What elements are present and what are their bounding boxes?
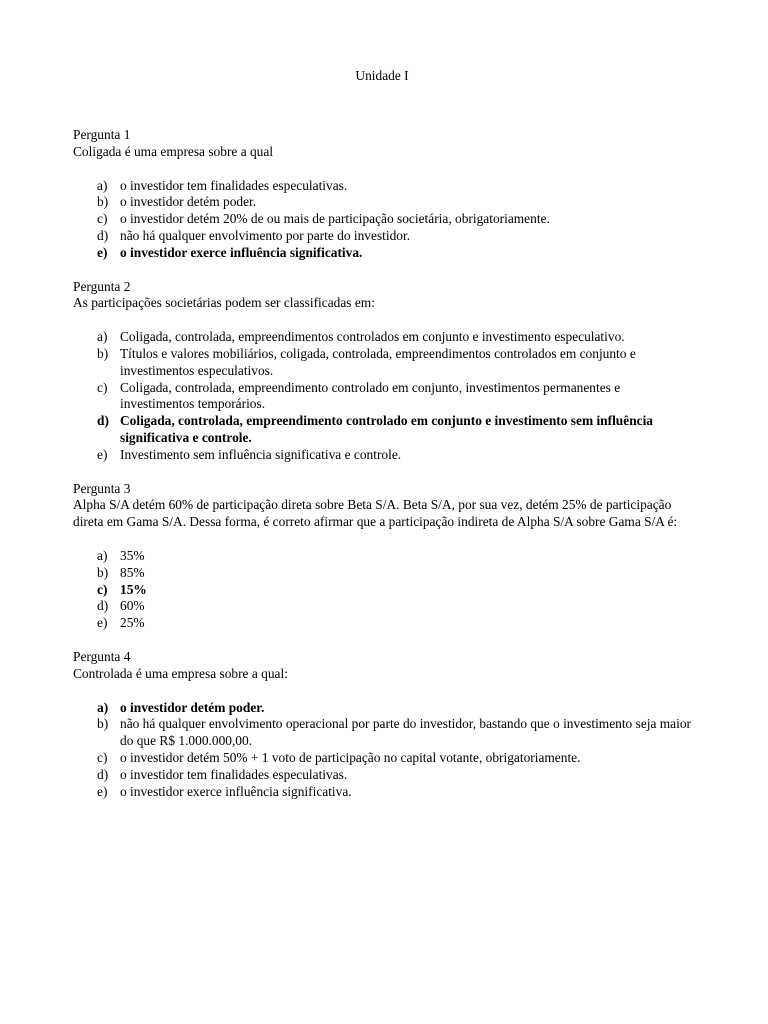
- option-text: o investidor detém 50% + 1 voto de participação no capital votante, obrigatoriamente.: [120, 749, 581, 765]
- option-item: [73, 784, 691, 801]
- option-text: Coligada, controlada, empreendimento controlado em conjunto, investimentos permanentes e investimentos temporários.: [120, 379, 621, 412]
- document-page: [73, 68, 691, 817]
- options-list: [73, 700, 691, 801]
- option-letter: e): [97, 615, 108, 631]
- option-text: 15%: [120, 581, 147, 597]
- option-text: o investidor exerce influência significativa.: [120, 783, 352, 799]
- option-text: Coligada, controlada, empreendimento controlado em conjunto e investimento sem influência significativa e controle.: [120, 413, 653, 445]
- option-item: [73, 178, 691, 195]
- option-item: [73, 716, 691, 750]
- option-text: 60%: [120, 598, 145, 614]
- question-label: Pergunta 1: [73, 127, 131, 142]
- option-letter: a): [97, 177, 108, 193]
- option-item: [73, 447, 691, 464]
- options-list: [73, 178, 691, 262]
- option-letter: d): [97, 598, 109, 614]
- option-letter: c): [97, 211, 108, 227]
- question-block: [73, 127, 691, 262]
- option-text: Investimento sem influência significativa e controle.: [120, 446, 402, 462]
- question-label: Pergunta 4: [73, 648, 131, 664]
- option-item: [73, 565, 691, 582]
- option-item: [73, 598, 691, 615]
- option-item: [73, 750, 691, 767]
- option-text: 35%: [120, 547, 145, 563]
- option-text: o investidor tem finalidades especulativas.: [120, 177, 348, 193]
- question-text: Coligada é uma empresa sobre a qual: [73, 143, 274, 159]
- question-label: Pergunta 2: [73, 278, 131, 294]
- option-text: o investidor detém 20% de ou mais de participação societária, obrigatoriamente.: [120, 211, 550, 227]
- options-list: [73, 329, 691, 463]
- option-item: [73, 615, 691, 632]
- option-letter: a): [97, 329, 108, 345]
- option-text: 85%: [120, 564, 145, 580]
- option-letter: c): [97, 749, 108, 765]
- page-title: Unidade I: [355, 68, 409, 83]
- option-letter: a): [97, 547, 108, 563]
- option-letter: e): [97, 446, 108, 462]
- option-text: o investidor detém poder.: [120, 194, 257, 210]
- option-letter: b): [97, 564, 109, 580]
- option-letter: e): [97, 244, 108, 260]
- option-letter: d): [97, 766, 109, 782]
- option-letter: b): [97, 194, 109, 210]
- question-text: As participações societárias podem ser classificadas em:: [73, 295, 375, 311]
- option-letter: b): [97, 716, 109, 732]
- option-text: Coligada, controlada, empreendimentos controlados em conjunto e investimento especulativo.: [120, 329, 625, 345]
- question-label: Pergunta 3: [73, 480, 131, 496]
- option-letter: c): [97, 581, 108, 597]
- question-text: Controlada é uma empresa sobre a qual:: [73, 665, 288, 681]
- questions-list: [73, 127, 691, 800]
- option-item: [73, 329, 691, 346]
- question-block: [73, 649, 691, 800]
- option-text: não há qualquer envolvimento operacional por parte do investidor, bastando que o investimento seja maior do que R$ 1.000.000,00.: [120, 716, 692, 749]
- option-letter: e): [97, 783, 108, 799]
- option-text: não há qualquer envolvimento por parte do investidor.: [120, 227, 411, 243]
- option-letter: a): [97, 699, 109, 715]
- option-item: [73, 211, 691, 228]
- option-text: Títulos e valores mobiliários, coligada, controlada, empreendimentos controlados em conjunto e investimentos especulativos.: [120, 345, 636, 378]
- option-item: [73, 228, 691, 245]
- option-letter: c): [97, 379, 108, 395]
- options-list: [73, 548, 691, 632]
- option-text: o investidor exerce influência significativa.: [120, 244, 363, 260]
- option-item-correct: [73, 413, 691, 447]
- option-text: o investidor detém poder.: [120, 699, 265, 715]
- option-item: [73, 194, 691, 211]
- option-item-correct: [73, 700, 691, 717]
- option-item-correct: [73, 582, 691, 599]
- option-item: [73, 767, 691, 784]
- option-text: o investidor tem finalidades especulativas.: [120, 766, 348, 782]
- option-item-correct: [73, 245, 691, 262]
- option-item: [73, 346, 691, 380]
- option-text: 25%: [120, 615, 145, 631]
- option-letter: d): [97, 227, 109, 243]
- option-letter: d): [97, 413, 109, 429]
- question-block: [73, 481, 691, 632]
- question-text: Alpha S/A detém 60% de participação direta sobre Beta S/A. Beta S/A, por sua vez, detém 25% de participação direta em Gama S/A. Dessa forma, é correto afirmar que a participação indireta de Alpha S/A sobre Gama S/A é:: [73, 497, 678, 530]
- option-letter: b): [97, 345, 109, 361]
- question-block: [73, 279, 691, 464]
- option-item: [73, 548, 691, 565]
- option-item: [73, 380, 691, 414]
